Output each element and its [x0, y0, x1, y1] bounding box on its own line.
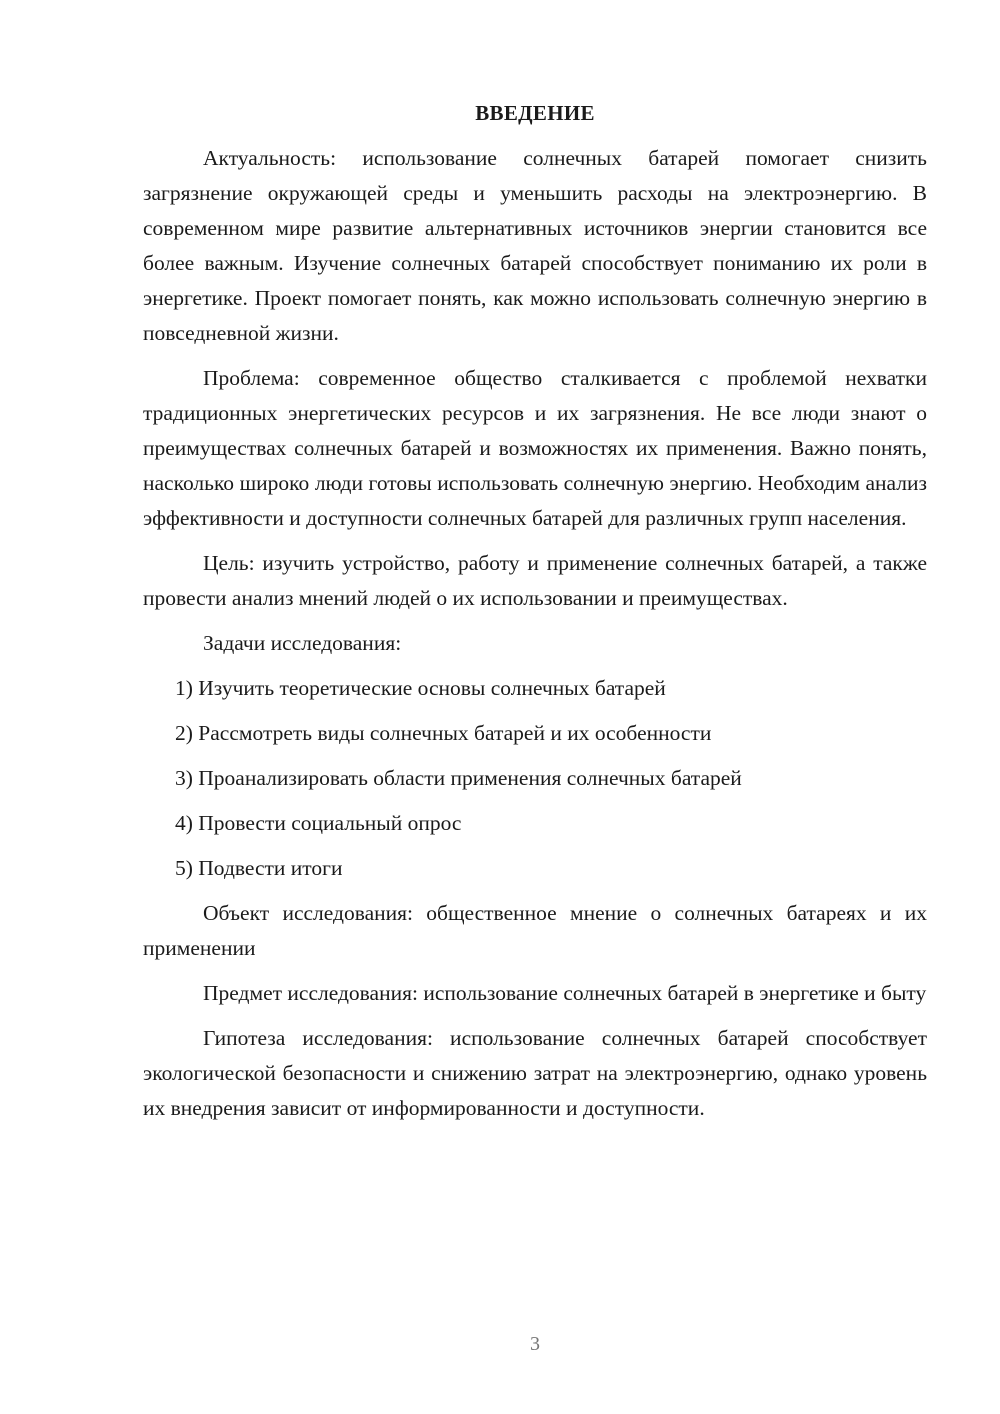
problem-paragraph: Проблема: современное общество сталкивается с проблемой нехватки традиционных энергетических ресурсов и их загрязнения. Не все люди знают о преимуществах солнечных батарей и возможностях их применения. Важно понять, насколько широко люди готовы использовать солнечную энергию. Необходим анализ эффективности и доступности солнечных батарей для различных групп населения.: [143, 366, 927, 530]
task-item: 3) Проанализировать области применения солнечных батарей: [175, 766, 742, 790]
page-number: 3: [530, 1333, 540, 1355]
research-hypothesis-paragraph: Гипотеза исследования: использование солнечных батарей способствует экологической безопасности и снижению затрат на электроэнергию, однако уровень их внедрения зависит от информированности и доступности.: [143, 1026, 927, 1120]
relevance-paragraph: Актуальность: использование солнечных батарей помогает снизить загрязнение окружающей среды и уменьшить расходы на электроэнергию. В современном мире развитие альтернативных источников энергии становится все более важным. Изучение солнечных батарей способствует пониманию их роли в энергетике. Проект помогает понять, как можно использовать солнечную энергию в повседневной жизни.: [143, 146, 927, 345]
tasks-list: [143, 671, 927, 886]
tasks-title: Задачи исследования:: [203, 631, 402, 655]
task-item: 4) Провести социальный опрос: [175, 811, 462, 835]
page-content: [143, 96, 927, 1136]
section-heading: ВВЕДЕНИЕ: [475, 101, 595, 125]
task-item: 1) Изучить теоретические основы солнечных батарей: [175, 676, 666, 700]
task-item: 2) Рассмотреть виды солнечных батарей и их особенности: [175, 721, 712, 745]
goal-paragraph: Цель: изучить устройство, работу и применение солнечных батарей, а также провести анализ мнений людей о их использовании и преимуществах.: [143, 551, 927, 610]
research-object-paragraph: Объект исследования: общественное мнение о солнечных батареях и их применении: [143, 901, 927, 960]
research-subject-paragraph: Предмет исследования: использование солнечных батарей в энергетике и быту: [203, 981, 927, 1005]
task-item: 5) Подвести итоги: [175, 856, 343, 880]
